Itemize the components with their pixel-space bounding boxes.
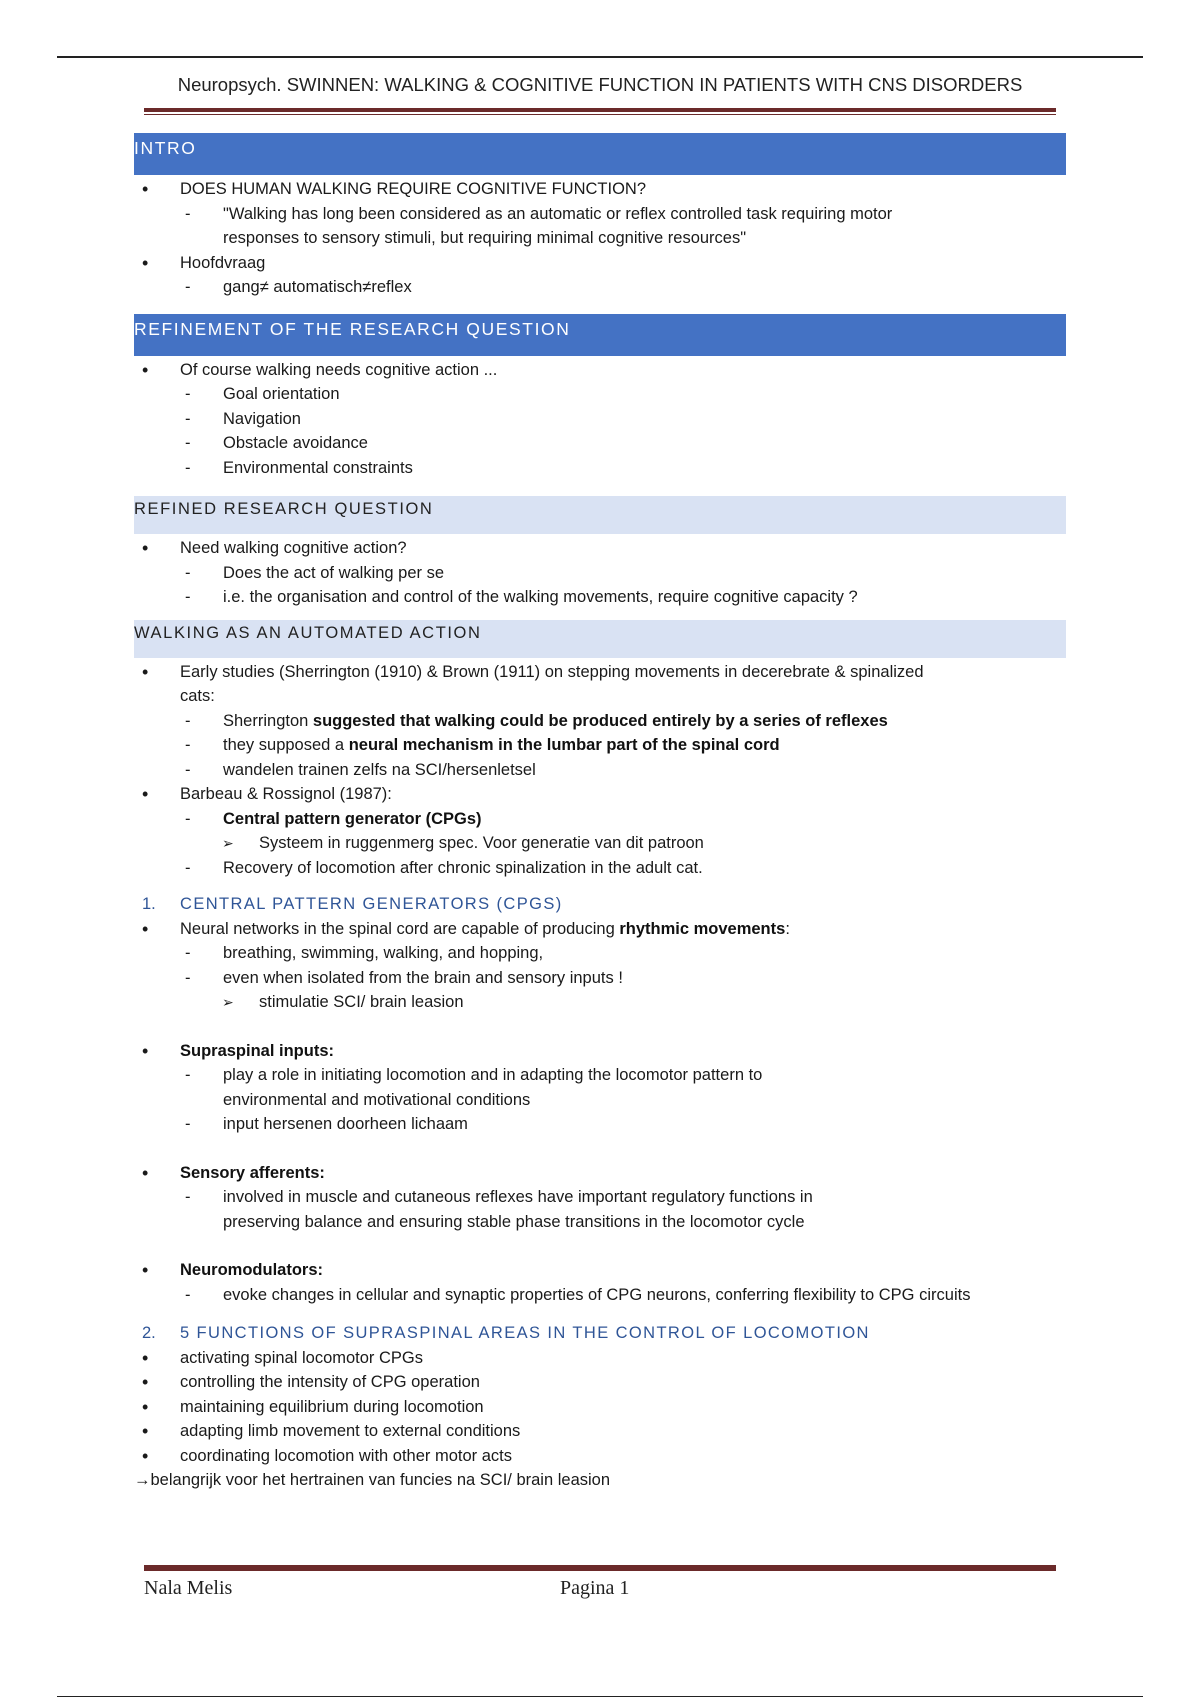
section-refined-heading: REFINED RESEARCH QUESTION (134, 496, 1066, 534)
list-item: • coordinating locomotion with other motor acts (134, 1444, 1066, 1469)
list-item: • maintaining equilibrium during locomotion (134, 1395, 1066, 1420)
conclusion-note: →belangrijk voor het hertrainen van funcies na SCI/ brain leasion (134, 1471, 611, 1489)
section-refinement-heading: REFINEMENT OF THE RESEARCH QUESTION (134, 314, 1066, 356)
list-item: • controlling the intensity of CPG operation (134, 1370, 1066, 1395)
list-item: - breathing, swimming, walking, and hopping, (134, 941, 1066, 966)
list-item: - input hersenen doorheen lichaam (134, 1112, 1066, 1137)
header-rule (144, 108, 1056, 115)
numbered-heading-cpg: 1. CENTRAL PATTERN GENERATORS (CPGS) (142, 895, 563, 913)
footer-author: Nala Melis (144, 1577, 233, 1599)
footer-rule (144, 1565, 1056, 1571)
list-item: - involved in muscle and cutaneous reflexes have important regulatory functions in preserving balance and ensuring stable phase transitions in the locomotor cycle (134, 1185, 1066, 1234)
list-item: • Hoofdvraag (134, 251, 1066, 276)
list-item: - wandelen trainen zelfs na SCI/hersenletsel (134, 758, 1066, 783)
list-item: - "Walking has long been considered as an automatic or reflex controlled task requiring motor responses to sensory stimuli, but requiring minimal cognitive resources" (134, 202, 1066, 251)
list-item: - Obstacle avoidance (134, 431, 1066, 456)
page-bottom-edge (57, 1696, 1143, 1697)
list-item: • Of course walking needs cognitive action ... (134, 358, 1066, 383)
list-item: - gang≠ automatisch≠reflex (134, 275, 1066, 300)
list-item: - evoke changes in cellular and synaptic properties of CPG neurons, conferring flexibility to CPG circuits (134, 1283, 1066, 1308)
list-item: • DOES HUMAN WALKING REQUIRE COGNITIVE FUNCTION? (134, 177, 1066, 202)
list-item: • Neuromodulators: (134, 1258, 1066, 1283)
section-automated-heading: WALKING AS AN AUTOMATED ACTION (134, 620, 1066, 658)
list-item: ➢ Systeem in ruggenmerg spec. Voor generatie van dit patroon (134, 831, 1066, 856)
list-item: - i.e. the organisation and control of the walking movements, require cognitive capacity ? (134, 585, 1066, 610)
list-item: - Central pattern generator (CPGs) (134, 807, 1066, 832)
list-item: • Early studies (Sherrington (1910) & Brown (1911) on stepping movements in decerebrate & spinalized cats: (134, 660, 1066, 709)
document-page (134, 60, 1066, 1493)
list-item: - they supposed a neural mechanism in the lumbar part of the spinal cord (134, 733, 1066, 758)
running-header: Neuropsych. SWINNEN: WALKING & COGNITIVE FUNCTION IN PATIENTS WITH CNS DISORDERS (177, 74, 1023, 95)
footer-page-number: Pagina 1 (560, 1577, 630, 1599)
numbered-heading-functions: 2. 5 FUNCTIONS OF SUPRASPINAL AREAS IN THE CONTROL OF LOCOMOTION (142, 1324, 870, 1342)
list-item: • Neural networks in the spinal cord are capable of producing rhythmic movements: (134, 917, 1066, 942)
list-item: • Sensory afferents: (134, 1161, 1066, 1186)
list-item: - even when isolated from the brain and sensory inputs ! (134, 966, 1066, 991)
list-item: - Navigation (134, 407, 1066, 432)
list-item: - Recovery of locomotion after chronic spinalization in the adult cat. (134, 856, 1066, 881)
list-item: - Goal orientation (134, 382, 1066, 407)
list-item: - Sherrington suggested that walking could be produced entirely by a series of reflexes (134, 709, 1066, 734)
page-top-edge (57, 56, 1143, 58)
list-item: • Need walking cognitive action? (134, 536, 1066, 561)
list-item: • adapting limb movement to external conditions (134, 1419, 1066, 1444)
section-intro-heading: INTRO (134, 133, 1066, 175)
list-item: - Environmental constraints (134, 456, 1066, 481)
list-item: - Does the act of walking per se (134, 561, 1066, 586)
list-item: • Supraspinal inputs: (134, 1039, 1066, 1064)
list-item: - play a role in initiating locomotion and in adapting the locomotor pattern to environmental and motivational conditions (134, 1063, 1066, 1112)
list-item: • activating spinal locomotor CPGs (134, 1346, 1066, 1371)
list-item: • Barbeau & Rossignol (1987): (134, 782, 1066, 807)
list-item: ➢ stimulatie SCI/ brain leasion (134, 990, 1066, 1015)
